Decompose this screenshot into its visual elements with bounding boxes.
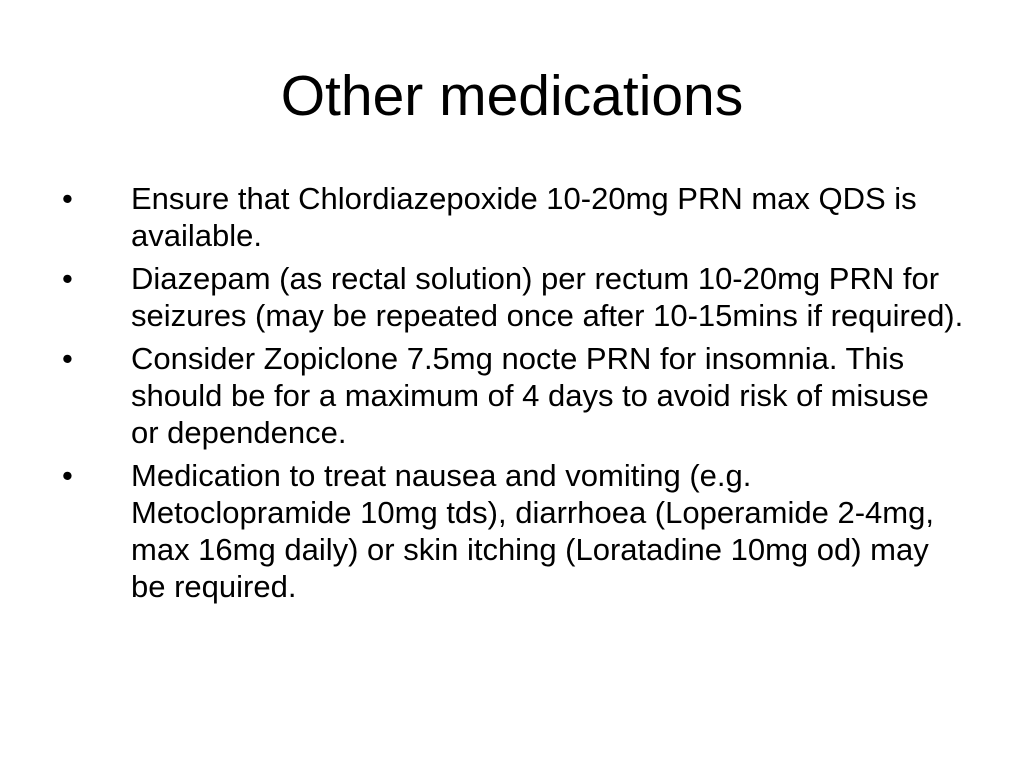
bullet-icon: • bbox=[62, 341, 73, 376]
bullet-item bbox=[0, 180, 1024, 254]
bullet-item bbox=[0, 260, 1024, 334]
bullet-icon: • bbox=[62, 181, 73, 216]
bullet-icon: • bbox=[62, 458, 73, 493]
bullet-list bbox=[0, 180, 1024, 611]
bullet-text: Ensure that Chlordiazepoxide 10-20mg PRN max QDS is available. bbox=[131, 181, 917, 253]
bullet-icon: • bbox=[62, 261, 73, 296]
slide-title: Other medications bbox=[280, 64, 744, 128]
bullet-item bbox=[0, 340, 1024, 451]
bullet-text: Medication to treat nausea and vomiting (e.g. Metoclopramide 10mg tds), diarrhoea (Loperamide 2-4mg, max 16mg daily) or skin itching (Loratadine 10mg od) may be required. bbox=[131, 458, 934, 604]
bullet-item bbox=[0, 457, 1024, 605]
bullet-text: Diazepam (as rectal solution) per rectum 10-20mg PRN for seizures (may be repeated once after 10-15mins if required). bbox=[131, 261, 964, 333]
bullet-text: Consider Zopiclone 7.5mg nocte PRN for insomnia. This should be for a maximum of 4 days to avoid risk of misuse or dependence. bbox=[131, 341, 929, 450]
